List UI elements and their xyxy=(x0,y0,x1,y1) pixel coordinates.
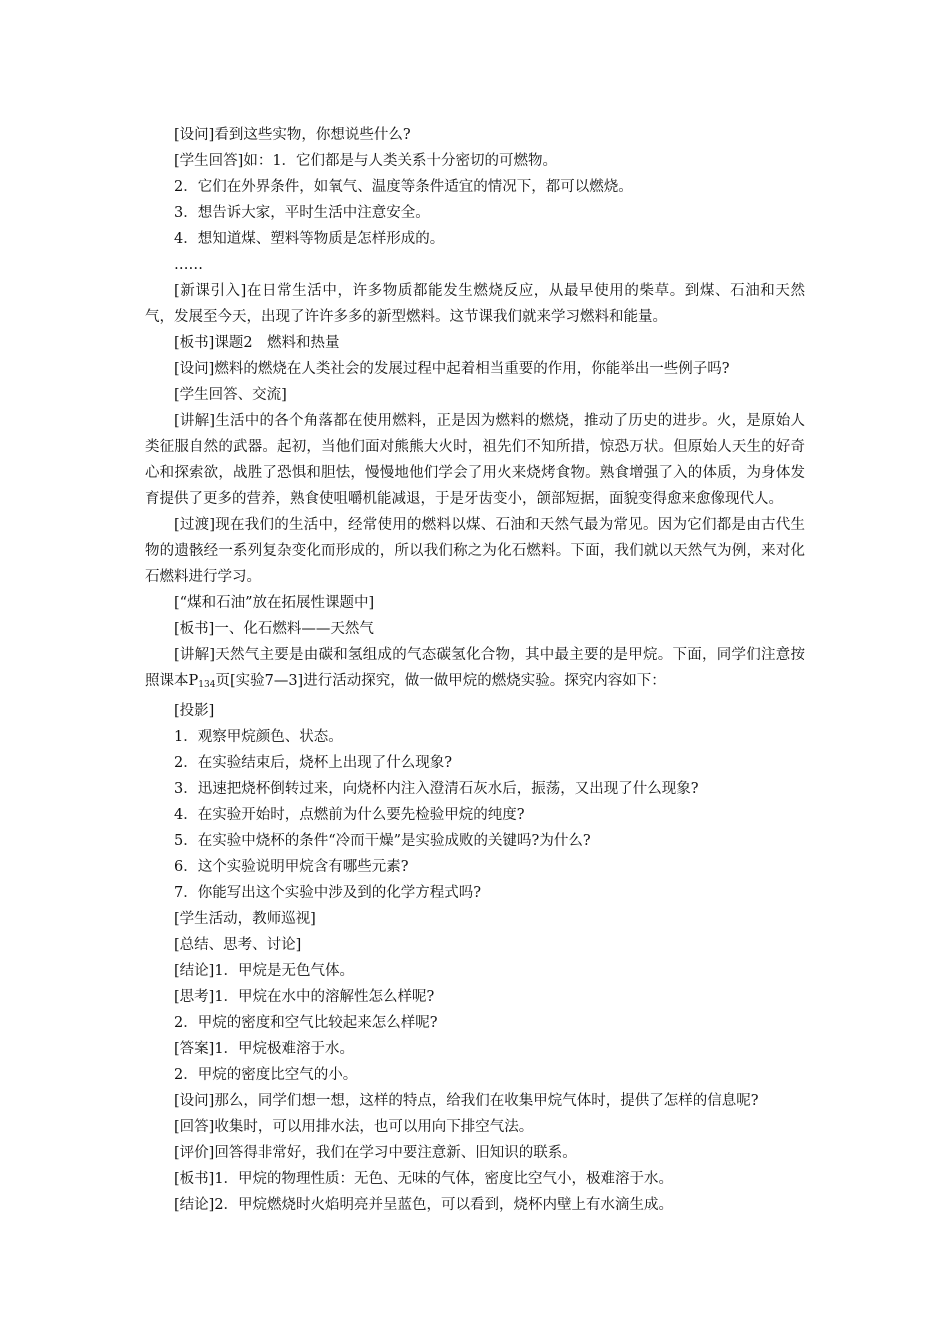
paragraph: [学生回答]如：1．它们都是与人类关系十分密切的可燃物。 xyxy=(174,153,558,169)
paragraph-new-lesson-intro: [新课引入]在日常生活中，许多物质都能发生燃烧反应，从最早使用的柴草。到煤、石油和天然气，发展至今天，出现了许许多多的新型燃料。这节课我们就来学习燃料和能量。 xyxy=(145,283,805,325)
ellipsis-line: …… xyxy=(174,257,203,273)
question-item: 3．迅速把烧杯倒转过来，向烧杯内注入澄清石灰水后，振荡，又出现了什么现象? xyxy=(174,781,699,797)
paragraph: [总结、思考、讨论] xyxy=(174,937,302,953)
paragraph: [“煤和石油”放在拓展性课题中] xyxy=(174,595,375,611)
question-item: 2．在实验结束后，烧杯上出现了什么现象? xyxy=(174,755,452,771)
paragraph: [结论]1．甲烷是无色气体。 xyxy=(174,963,355,979)
page-number-subscript: 134 xyxy=(198,680,216,690)
paragraph: [投影] xyxy=(174,703,215,719)
paragraph-lecture-methane xyxy=(145,642,805,698)
paragraph: [学生回答、交流] xyxy=(174,387,287,403)
paragraph: 3．想告诉大家，平时生活中注意安全。 xyxy=(174,205,430,221)
paragraph: [结论]2．甲烷燃烧时火焰明亮并呈蓝色，可以看到，烧杯内壁上有水滴生成。 xyxy=(174,1197,674,1213)
paragraph: [设问]看到这些实物，你想说些什么? xyxy=(174,127,411,143)
question-item: 1．观察甲烷颜色、状态。 xyxy=(174,729,343,745)
paragraph: 2．甲烷的密度比空气的小。 xyxy=(174,1067,358,1083)
paragraph: [回答]收集时，可以用排水法，也可以用向下排空气法。 xyxy=(174,1119,534,1135)
question-item: 5．在实验中烧杯的条件“冷而干燥”是实验成败的关键吗?为什么? xyxy=(174,833,591,849)
paragraph: 2．它们在外界条件，如氧气、温度等条件适宜的情况下，都可以燃烧。 xyxy=(174,179,633,195)
paragraph-lecture-fire: [讲解]生活中的各个角落都在使用燃料，正是因为燃料的燃烧，推动了历史的进步。火，是原始人类征服自然的武器。起初，当他们面对熊熊大火时，祖先们不知所措，惊恐万状。但原始人天生的好奇心和探索欲，战胜了恐惧和胆怯，慢慢地他们学会了用火来烧烤食物。熟食增强了入的体质，为身体发育提供了更多的营养，熟食使咀嚼机能减退，于是牙齿变小，颌部短据，面貌变得愈来愈像现代人。 xyxy=(145,413,805,507)
paragraph: 4．想知道煤、塑料等物质是怎样形成的。 xyxy=(174,231,445,247)
question-item: 4．在实验开始时，点燃前为什么要先检验甲烷的纯度? xyxy=(174,807,525,823)
lecture-text-part1: [讲解]天然气主要是由碳和氢组成的气态碳氢化合物，其中最主要的是甲烷。下面，同学们注意按照课本P xyxy=(145,647,805,689)
paragraph: 2．甲烷的密度和空气比较起来怎么样呢? xyxy=(174,1015,438,1031)
paragraph-board-title: [板书]课题2 燃料和热量 xyxy=(174,335,340,351)
paragraph: [学生活动，教师巡视] xyxy=(174,911,316,927)
document-page xyxy=(145,122,805,1218)
paragraph-board-section: [板书]一、化石燃料——天然气 xyxy=(174,621,374,637)
paragraph: [设问]燃料的燃烧在人类社会的发展过程中起着相当重要的作用，你能举出一些例子吗? xyxy=(174,361,730,377)
lecture-text-part2: 页[实验7—3]进行活动探究，做一做甲烷的燃烧实验。探究内容如下： xyxy=(215,673,666,689)
paragraph: [设问]那么，同学们想一想，这样的特点，给我们在收集甲烷气体时，提供了怎样的信息呢? xyxy=(174,1093,759,1109)
paragraph-transition: [过渡]现在我们的生活中，经常使用的燃料以煤、石油和天然气最为常见。因为它们都是由古代生物的遗骸经一系列复杂变化而形成的，所以我们称之为化石燃料。下面，我们就以天然气为例，来对化石燃料进行学习。 xyxy=(145,517,805,585)
paragraph: [思考]1．甲烷在水中的溶解性怎么样呢? xyxy=(174,989,435,1005)
paragraph: [答案]1．甲烷极难溶于水。 xyxy=(174,1041,355,1057)
paragraph: [板书]1．甲烷的物理性质：无色、无味的气体，密度比空气小，极难溶于水。 xyxy=(174,1171,674,1187)
paragraph: [评价]回答得非常好，我们在学习中要注意新、旧知识的联系。 xyxy=(174,1145,577,1161)
question-item: 6．这个实验说明甲烷含有哪些元素? xyxy=(174,859,409,875)
question-item: 7．你能写出这个实验中涉及到的化学方程式吗? xyxy=(174,885,481,901)
